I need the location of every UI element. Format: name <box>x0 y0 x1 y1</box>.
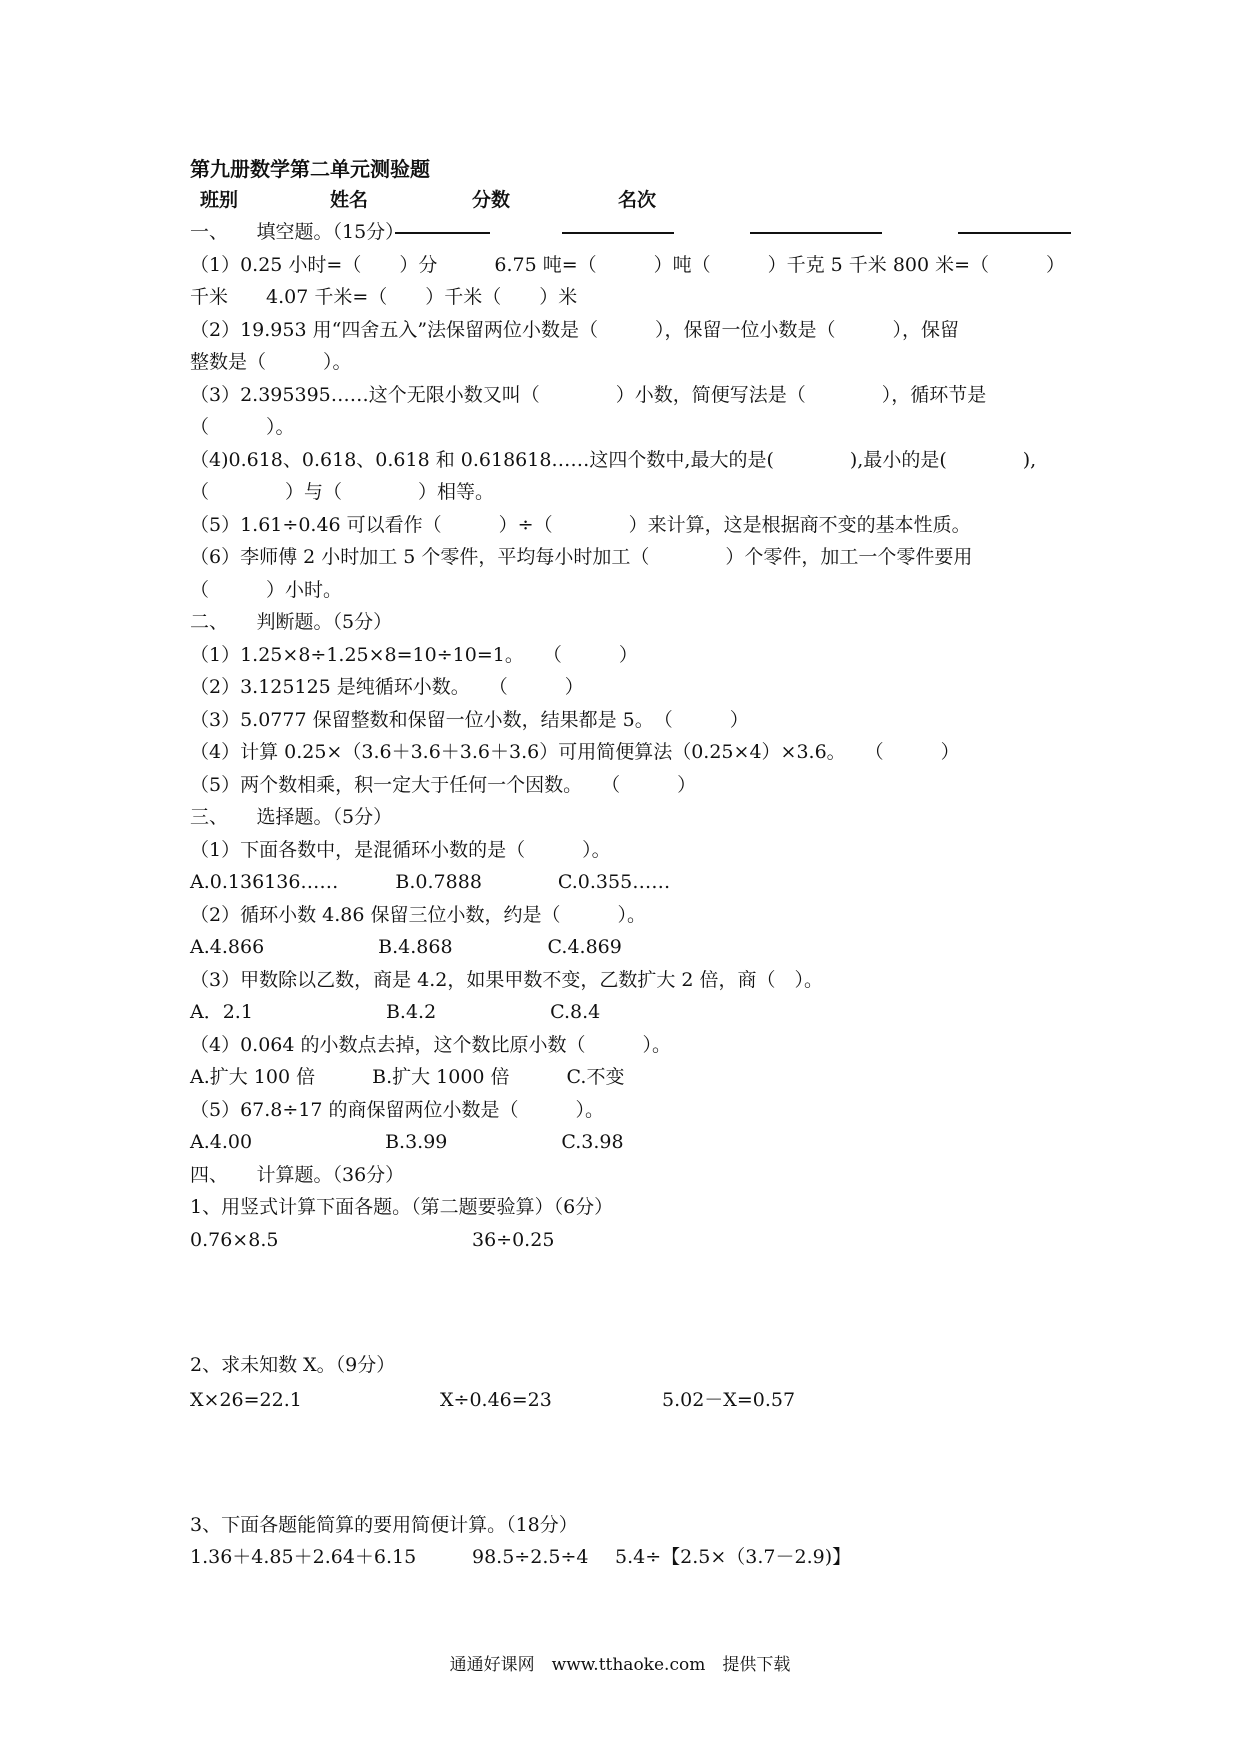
question-line: （ ）与（ ）相等。 <box>190 481 495 503</box>
rank-blank <box>750 232 882 234</box>
extra-blank <box>958 232 1071 234</box>
calc-item: 98.5÷2.5÷4 <box>472 1546 589 1568</box>
question-line: （6）李师傅 2 小时加工 5 个零件，平均每小时加工（ ）个零件，加工一个零件要用 <box>190 546 973 568</box>
footer-credit: 通通好课网 www.tthaoke.com 提供下载 <box>449 1655 791 1675</box>
calc-item: 36÷0.25 <box>472 1229 555 1251</box>
section-heading: 二、 判断题。（5分） <box>190 611 393 633</box>
question-line: 整数是（ ）。 <box>190 351 352 373</box>
section-heading: 四、 计算题。（36分） <box>190 1164 405 1186</box>
question-line: 1、用竖式计算下面各题。（第二题要验算）（6分） <box>190 1196 614 1218</box>
section-heading: 三、 选择题。（5分） <box>190 806 393 828</box>
question-line: （3）5.0777 保留整数和保留一位小数，结果都是 5。 （ ） <box>190 709 749 731</box>
page-title: 第九册数学第二单元测验题 <box>190 157 430 181</box>
question-line: （4)0.618、0.618、0.618 和 0.618618……这四个数中,最大的是( ),最小的是( ), <box>190 449 1037 471</box>
choice-line: A．2.1 B.4.2 C.8.4 <box>190 1001 601 1023</box>
question-line: （4）0.064 的小数点去掉，这个数比原小数（ ）。 <box>190 1034 672 1056</box>
field-score: 分数 <box>472 189 511 211</box>
calc-item: 5.4÷【2.5×（3.7－2.9)】 <box>615 1546 852 1568</box>
question-line: （1）下面各数中，是混循环小数的是（ ）。 <box>190 839 611 861</box>
field-rank: 名次 <box>618 189 657 211</box>
field-name: 姓名 <box>330 189 369 211</box>
question-line: 2、求未知数 X。（9分） <box>190 1354 396 1376</box>
choice-line: A.0.136136…… B.0.7888 C.0.355…… <box>190 871 671 893</box>
calc-item: X÷0.46=23 <box>440 1389 552 1411</box>
calc-item: 1.36＋4.85＋2.64＋6.15 <box>190 1546 417 1568</box>
question-line: 3、下面各题能简算的要用简便计算。（18分） <box>190 1514 578 1536</box>
question-line: （3）2.395395……这个无限小数又叫（ ）小数，简便写法是（ ），循环节是 <box>190 384 987 406</box>
question-line: （ ）。 <box>190 416 295 438</box>
question-line: （5）1.61÷0.46 可以看作（ ）÷（ ）来计算，这是根据商不变的基本性质。 <box>190 514 971 536</box>
question-line: （2）循环小数 4.86 保留三位小数，约是（ ）。 <box>190 904 646 926</box>
calc-item: 5.02－X=0.57 <box>662 1389 796 1411</box>
calc-item: X×26=22.1 <box>190 1389 302 1411</box>
question-line: （ ）小时。 <box>190 579 343 601</box>
question-line: （1）1.25×8÷1.25×8=10÷10=1。 （ ） <box>190 644 638 666</box>
question-line: （1）0.25 小时=（ ）分 6.75 吨=（ ）吨（ ）千克 5 千米 800 米=（ ） <box>190 254 1066 276</box>
choice-line: A.4.866 B.4.868 C.4.869 <box>190 936 622 958</box>
section-heading: 一、 填空题。（15分） <box>190 221 405 243</box>
question-line: （5）67.8÷17 的商保留两位小数是（ ）。 <box>190 1099 605 1121</box>
question-line: （5）两个数相乘，积一定大于任何一个因数。 （ ） <box>190 774 697 796</box>
question-line: （2）3.125125 是纯循环小数。 （ ） <box>190 676 584 698</box>
question-line: （3）甲数除以乙数，商是 4.2，如果甲数不变，乙数扩大 2 倍，商（ ）。 <box>190 969 824 991</box>
choice-line: A.扩大 100 倍 B.扩大 1000 倍 C.不变 <box>190 1066 625 1088</box>
question-line: （2）19.953 用“四舍五入”法保留两位小数是（ ），保留一位小数是（ ），保留 <box>190 319 960 341</box>
name-blank <box>395 232 490 234</box>
field-class: 班别 <box>200 189 239 211</box>
calc-item: 0.76×8.5 <box>190 1229 279 1251</box>
question-line: 千米 4.07 千米=（ ）千米（ ）米 <box>190 286 578 308</box>
score-blank <box>562 232 674 234</box>
question-line: （4）计算 0.25×（3.6＋3.6＋3.6＋3.6）可用简便算法（0.25×4）×3.6。 （ ） <box>190 741 960 763</box>
choice-line: A.4.00 B.3.99 C.3.98 <box>190 1131 624 1153</box>
